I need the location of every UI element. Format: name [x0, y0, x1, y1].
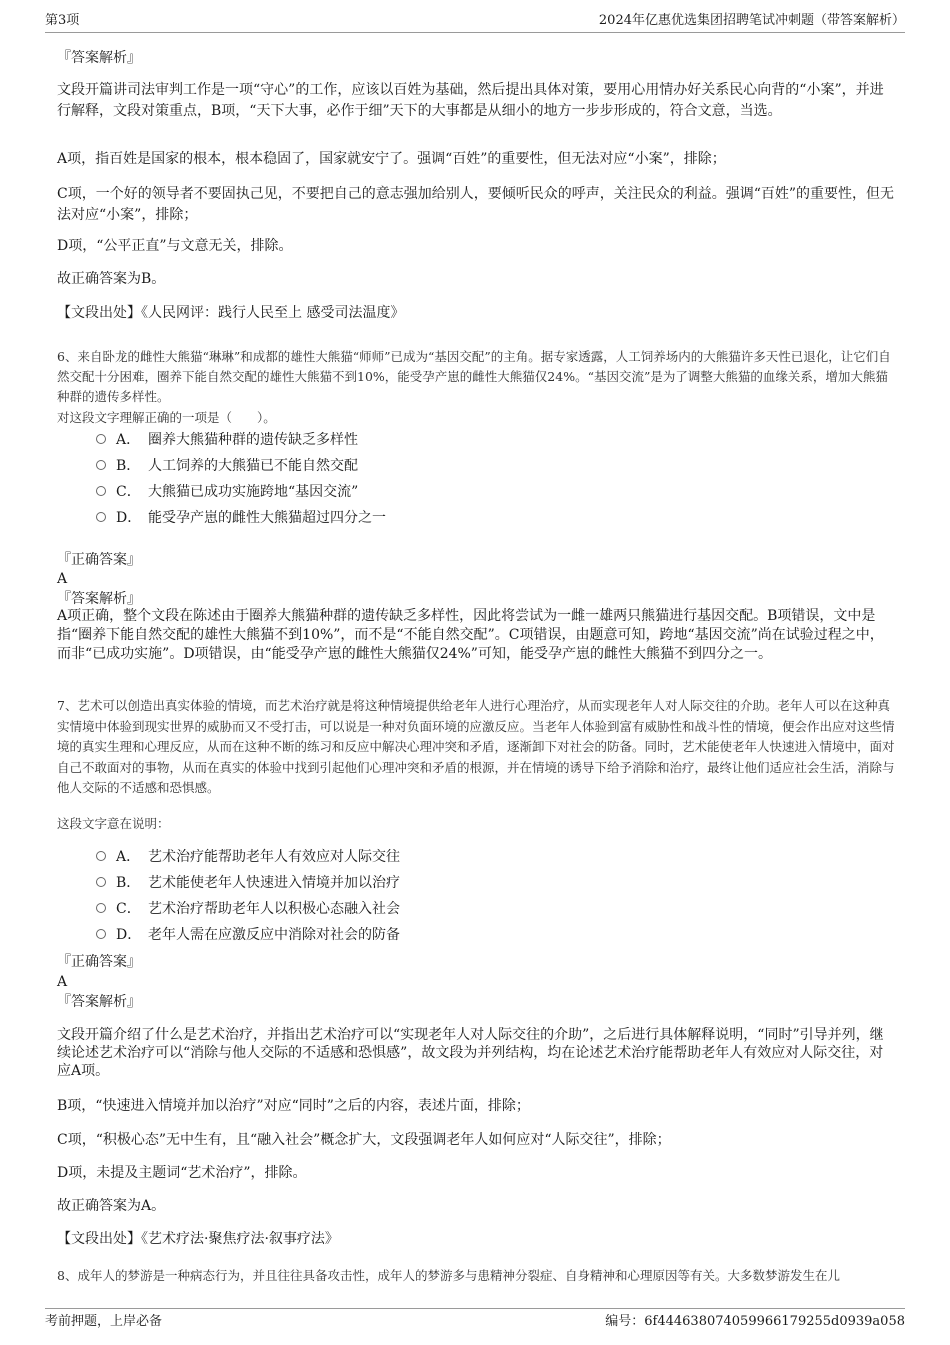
option-text: 圈养大熊猫种群的遗传缺乏多样性	[148, 432, 358, 448]
q7-option-b[interactable]	[96, 873, 400, 893]
q7-source: 【文段出处】《艺术疗法·聚焦疗法·叙事疗法》	[57, 1231, 339, 1247]
radio-icon[interactable]	[96, 434, 106, 444]
option-letter: C．	[116, 901, 141, 917]
q6-option-c[interactable]	[96, 482, 358, 502]
option-text: 人工饲养的大熊猫已不能自然交配	[148, 458, 358, 474]
q7-option-c[interactable]	[96, 899, 400, 919]
document-serial: 编号：6f4446380740599661792​55d0939a058	[605, 1314, 905, 1329]
q6-prompt: 对这段文字理解正确的一项是（ ）。	[57, 410, 276, 425]
q5-analysis-heading: 『答案解析』	[57, 50, 141, 66]
option-text: 艺术能使老年人快速进入情境并加以治疗	[148, 875, 400, 891]
q6-stem: 6、来自卧龙的雌性大熊猫“琳琳”和成都的雄性大熊猫“师师”已成为“基因交配”的主角。据专家透露，人工饲养场内的大熊猫许多天性已退化，让它们自然交配十分困难，圈养下能自然交配的雄性大熊猫不到10%，能受孕产崽的雌性大熊猫仅24%。“基因交流”是为了调整大熊猫的血缘关系，增加大熊猫种群的遗传多样性。	[57, 349, 891, 404]
q5-source: 【文段出处】《人民网评：践行人民至上 感受司法温度》	[57, 305, 405, 321]
q7-option-d[interactable]	[96, 925, 400, 945]
q7-analysis-p4: D项，未提及主题词“艺术治疗”，排除。	[57, 1165, 307, 1181]
q6-option-b[interactable]	[96, 456, 358, 476]
q6-analysis: A项正确，整个文段在陈述由于圈养大熊猫种群的遗传缺乏多样性，因此将尝试为一雌一雄两只熊猫进行基因交配。B项错误，文中是指“圈养下能自然交配的雄性大熊猫不到10%”，而不是“不能自然交配”。C项错误，由题意可知，跨地“基因交流”尚在试验过程之中，而非“已成功实施”。D项错误，由“能受孕产崽的雌性大熊猫仅24%”可知，能受孕产崽的雌性大熊猫不到四分之一。	[57, 608, 884, 662]
document-title: 2024年亿惠优选集团招聘笔试冲刺题（带答案解析）	[598, 13, 905, 28]
option-letter: D．	[116, 510, 142, 526]
page-footer	[45, 1308, 905, 1333]
q7-analysis-p3: C项，“积极心态”无中生有，且“融入社会”概念扩大，文段强调老年人如何应对“人际交往”，排除；	[57, 1132, 671, 1148]
q6-option-d[interactable]	[96, 508, 386, 528]
radio-icon[interactable]	[96, 486, 106, 496]
q8-stem: 8、成年人的梦游是一种病态行为，并且往往具备攻击性，成年人的梦游多与患精神分裂症、自身精神和心理原因等有关。大多数梦游发生在儿	[57, 1268, 840, 1283]
q7-answer: A	[57, 974, 68, 990]
q6-answer-heading: 『正确答案』	[57, 552, 141, 568]
option-text: 大熊猫已成功实施跨地“基因交流”	[148, 484, 359, 500]
q7-conclusion: 故正确答案为A。	[57, 1198, 166, 1214]
q5-analysis-p1: 文段开篇讲司法审判工作是一项“守心”的工作，应该以百姓为基础，然后提出具体对策，要用心用情办好关系民心向背的“小案”，并进行解释，文段对策重点，B项，“天下大事，必作于细”天下的大事都是从细小的地方一步步形成的，符合文意，当选。	[57, 82, 884, 119]
option-letter: A．	[116, 432, 141, 448]
q5-analysis-p3: C项，一个好的领导者不要固执己见，不要把自己的意志强加给别人，要倾听民众的呼声，关注民众的利益。强调“百姓”的重要性，但无法对应“小案”，排除；	[57, 186, 895, 223]
footer-slogan: 考前押题，上岸必备	[45, 1314, 163, 1329]
radio-icon[interactable]	[96, 903, 106, 913]
q5-analysis-p4: D项，“公平正直”与文意无关，排除。	[57, 238, 293, 254]
radio-icon[interactable]	[96, 851, 106, 861]
q5-analysis-p2: A项，指百姓是国家的根本，根本稳固了，国家就安宁了。强调“百姓”的重要性，但无法对应“小案”，排除；	[57, 151, 726, 167]
q7-analysis-heading: 『答案解析』	[57, 994, 141, 1010]
q6-option-a[interactable]	[96, 430, 358, 450]
q7-option-a[interactable]	[96, 847, 400, 867]
option-text: 艺术治疗能帮助老年人有效应对人际交往	[148, 849, 400, 865]
option-letter: B．	[116, 875, 141, 891]
page-header	[45, 10, 905, 33]
q7-analysis-p2: B项，“快速进入情境并加以治疗”对应“同时”之后的内容，表述片面，排除；	[57, 1098, 530, 1114]
page-number: 第3项	[45, 13, 80, 28]
radio-icon[interactable]	[96, 512, 106, 522]
q7-analysis-p1: 文段开篇介绍了什么是艺术治疗，并指出艺术治疗可以“实现老年人对人际交往的介助”，之后进行具体解释说明，“同时”引导并列，继续论述艺术治疗可以“消除与他人交际的不适感和恐惧感”，故文段为并列结构，均在论述艺术治疗能帮助老年人有效应对人际交往，对应A项。	[57, 1027, 884, 1079]
q7-answer-heading: 『正确答案』	[57, 954, 141, 970]
radio-icon[interactable]	[96, 460, 106, 470]
q6-answer: A	[57, 571, 68, 587]
radio-icon[interactable]	[96, 929, 106, 939]
option-letter: B．	[116, 458, 141, 474]
option-text: 老年人需在应激反应中消除对社会的防备	[148, 927, 400, 943]
option-text: 艺术治疗帮助老年人以积极心态融入社会	[148, 901, 400, 917]
option-letter: A．	[116, 849, 141, 865]
q6-analysis-heading: 『答案解析』	[57, 591, 141, 607]
option-letter: D．	[116, 927, 142, 943]
option-letter: C．	[116, 484, 141, 500]
q5-conclusion: 故正确答案为B。	[57, 271, 166, 287]
q7-prompt: 这段文字意在说明：	[57, 816, 170, 831]
radio-icon[interactable]	[96, 877, 106, 887]
option-text: 能受孕产崽的雌性大熊猫超过四分之一	[148, 510, 386, 526]
q7-stem: 7、艺术可以创造出真实体验的情境，而艺术治疗就是将这种情境提供给老年人进行心理治疗，从而实现老年人对人际交往的介助。老年人可以在这种真实情境中体验到现实世界的威胁而又不受打击，可以说是一种对负面环境的应激反应。当老年人体验到富有威胁性和战斗性的情境，便会作出应对这些情境的真实生理和心理反应，从而在这种不断的练习和反应中解决心理冲突和矛盾，逐渐卸下对社会的防备。同时，艺术能使老年人快速进入情境中，面对自己不敢面对的事物，从而在真实的体验中找到引起他们心理冲突和矛盾的根源，并在情境的诱导下给予消除和治疗，最终让他们适应社会生活，消除与他人交际的不适感和恐惧感。	[57, 698, 895, 795]
